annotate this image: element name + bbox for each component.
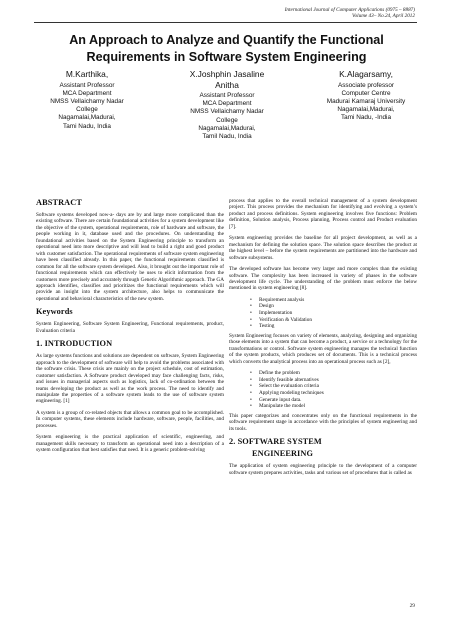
affiliation-line: Associate professor bbox=[337, 81, 395, 89]
bullet-icon: • bbox=[250, 296, 252, 303]
list-item: • Define the problem bbox=[250, 370, 300, 377]
author-block-1 bbox=[26, 69, 148, 131]
affiliation-line: Tamil Nadu, India bbox=[202, 133, 252, 141]
bullet-icon: • bbox=[250, 323, 252, 330]
journal-volume: Volume 43– No.24, April 2012 bbox=[351, 13, 415, 20]
page-number: 29 bbox=[409, 603, 415, 609]
list-item: • Select the evaluation criteria bbox=[250, 383, 319, 390]
affiliation-line: MCA Department bbox=[202, 100, 252, 108]
affiliation-line: Madurai Kamaraj University bbox=[326, 97, 406, 105]
keywords-text: System Engineering, Software System Engineering, Functional requirements, product, Evaluation criteria bbox=[36, 321, 224, 334]
affiliation-line: Nagamalai,Madurai, bbox=[58, 114, 116, 122]
author-name-line: Anitha bbox=[215, 79, 239, 90]
list-item: • Generate input data. bbox=[250, 396, 302, 403]
affiliation-line: Tami Nadu, -India bbox=[340, 114, 392, 122]
author-affiliation bbox=[300, 82, 432, 123]
list-item: • Manipulate the model bbox=[250, 403, 306, 410]
bullet-icon: • bbox=[250, 376, 252, 383]
author-name-line: M.Karthika, bbox=[65, 69, 109, 79]
author-name-line: K.Alagarsamy, bbox=[339, 69, 393, 79]
right-column bbox=[229, 198, 417, 481]
title-line-1: An Approach to Analyze and Quantify the Functional bbox=[69, 33, 384, 47]
list-item: • Identify feasible alternatives bbox=[250, 376, 319, 383]
bullet-icon: • bbox=[250, 383, 252, 390]
keywords-heading: Keywords bbox=[36, 307, 73, 317]
journal-name: International Journal of Computer Applications (0975 – 8887) bbox=[284, 7, 415, 13]
header-rule bbox=[34, 22, 417, 23]
affiliation-line: Computer Centre bbox=[341, 89, 391, 97]
journal-header bbox=[195, 7, 415, 20]
affiliation-line: NMSS Vellaichamy Nadar bbox=[190, 108, 264, 116]
intro-paragraph-1: As large systems functions and solutions are dependent on software, System Engineering approach to the development of software will help to avoid the problems associated with the software crisis. These crisis are mainly on the project schedule, cost of estimation, customer satisfaction. A Software product developed may face challenging facts, risks, and issues in managerial aspects such as logistics, lack of co-ordination between the teams developing the product as well as the work process. The need to identify and manipulate the properties of a software system leads to the use of software system engineering. [1] bbox=[36, 353, 224, 405]
bullet-icon: • bbox=[250, 396, 252, 403]
affiliation-line: Nagamalai,Madurai, bbox=[337, 106, 395, 114]
bullet-icon: • bbox=[250, 316, 252, 323]
left-column bbox=[36, 198, 224, 459]
abstract-text: Software systems developed now-a- days are by and large more complicated than the existing software. There are certain foundational activities for a system development like the objective of the system, operational requirements, role of hardware and software, the people working in it, database used and the procedures. On understanding the foundational activities based on the System Engineering principle to transform an operational need into more descriptive and will lead to build a right and good product with customer satisfaction. The operational requirements of software system engineering have been classified already. In this paper, the functional requirements classified is common for all the software system developed. Also, it brought out the important role of functional requirements which can effectively be uses to elicit information from the customers more precisely and accurately through Genetic Algorithmic approach. The GA approach identifies, classifies and prioritizes the functional requirements which will provide an insight into the system architecture, also helps to communicate the operational and behavioral characteristics of the new system. bbox=[36, 212, 224, 302]
author-block-3 bbox=[300, 69, 432, 123]
author-affiliation bbox=[160, 92, 294, 141]
author-name bbox=[26, 69, 148, 80]
title-line-2: Requirements in Software System Engineering bbox=[86, 50, 367, 64]
list-item: • Design bbox=[250, 303, 274, 310]
intro-paragraph-3: System engineering is the practical application of scientific, engineering, and management skills necessary to transform an operational need into a description of a system configuration that best satisfies that need. It is a generic problem-solving bbox=[36, 434, 224, 454]
list-item: • Requirement analysis bbox=[250, 296, 305, 303]
author-name bbox=[160, 69, 294, 90]
author-block-2 bbox=[160, 69, 294, 141]
affiliation-line: MCA Department bbox=[62, 89, 112, 97]
list-item: • Implementation bbox=[250, 310, 293, 317]
list-item: • Applying modeling techniques bbox=[250, 389, 324, 396]
affiliation-line: NMSS Vellaichamy Nadar bbox=[50, 97, 124, 105]
paper-title bbox=[20, 32, 433, 66]
bullet-icon: • bbox=[250, 310, 252, 317]
affiliation-line: College bbox=[216, 116, 238, 124]
bullet-icon: • bbox=[250, 403, 252, 410]
right-paragraph-1: process that applies to the overall technical management of a system development project. This process provides the mechanism for identifying and evolving a system’s product and process definitions. System engineering involves five functions: Problem definition, Solution analysis, Process planning, Process control and Product evaluation [7]. bbox=[229, 198, 417, 230]
introduction-heading: 1. INTRODUCTION bbox=[36, 339, 113, 349]
right-paragraph-2: System engineering provides the baseline for all project development, as well as a mechanism for defining the solution space. The solution space describes the product at the highest level – before the system requirements are partitioned into the hardware and software subsystems. bbox=[229, 235, 417, 261]
bullet-icon: • bbox=[250, 389, 252, 396]
process-list bbox=[229, 370, 417, 410]
bullet-icon: • bbox=[250, 303, 252, 310]
right-paragraph-5: This paper categorizes and concentrates only on the functional requirements in the software requirement stage in accordance with the principles of system engineering and its tools. bbox=[229, 412, 417, 432]
author-name bbox=[300, 69, 432, 80]
abstract-heading: ABSTRACT bbox=[36, 198, 82, 207]
affiliation-line: Tami Nadu, India bbox=[63, 122, 111, 130]
list-item: • Testing bbox=[250, 323, 275, 330]
list-item: • Verification & Validation bbox=[250, 316, 312, 323]
section-2-heading: 2. SOFTWARE SYSTEM bbox=[229, 437, 322, 447]
right-paragraph-3: The developed software has become very larger and more complex than the existing software. The complexity has been increased in variety of phases in the software development life cycle. The understanding of the problem must enforce the below mentioned in system engineering [8]. bbox=[229, 266, 417, 292]
affiliation-line: Nagamalai,Madurai, bbox=[198, 124, 256, 132]
intro-paragraph-2: A system is a group of co-related objects that allows a common goal to be accomplished. In computer systems, these elements include hardware, software, people, facilities, and processes. bbox=[36, 409, 224, 429]
section-2-heading-cont: ENGINEERING bbox=[252, 449, 314, 459]
requirements-list bbox=[229, 297, 417, 330]
affiliation-line: College bbox=[76, 106, 98, 114]
author-affiliation bbox=[26, 82, 148, 131]
right-paragraph-6: The application of system engineering principle to the development of a computer software system prepares activities, tasks and various set of procedures that is called as bbox=[229, 463, 417, 476]
bullet-icon: • bbox=[250, 370, 252, 377]
author-name-line: X.Joshphin Jasaline bbox=[189, 69, 265, 79]
right-paragraph-4: System Engineering focuses on variety of elements, analyzing, designing and organizing those elements into a system that can become a product, a service or a technology for the transformations or control. Software system engineering manages the technical function of the system products, which produces set of documents. This is a technical process which converts the analytical process into an operational process such as [2], bbox=[229, 332, 417, 365]
affiliation-line: Assistant Professor bbox=[59, 81, 115, 89]
affiliation-line: Assistant Professor bbox=[199, 92, 255, 99]
